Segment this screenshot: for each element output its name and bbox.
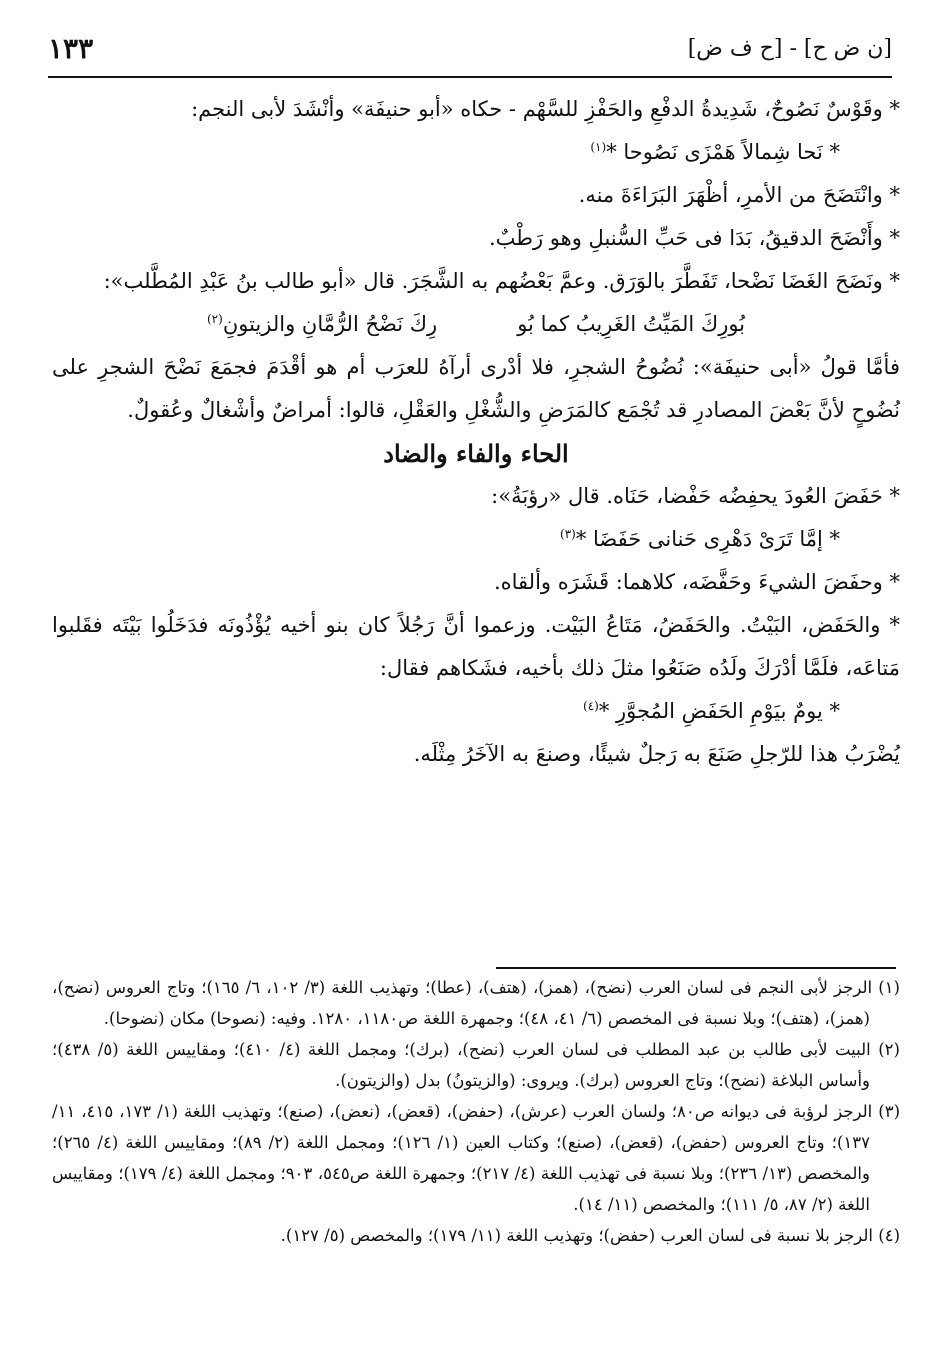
page-header — [48, 32, 892, 76]
poem-line — [52, 303, 900, 346]
verse-text: * إمَّا تَرَىْ دَهْرِى حَنانى حَفَضَا * — [575, 527, 840, 551]
verse-text: * نَحا شِمالاً هَمْزَى نَصُوحا * — [606, 140, 840, 164]
header-rule — [48, 76, 892, 78]
paragraph: * ونَضَحَ الغَضَا نَضْحا، تَفَطَّرَ بالوَرَق. وعمَّ بَعْضُهم به الشَّجَرَ. قال «أبو طالب بنُ عَبْدِ المُطَّلب»: — [103, 269, 900, 293]
paragraph: * وأَنْضَحَ الدقيقُ، بَدَا فى حَبِّ السُّنبلِ وهو رَطْبٌ. — [488, 226, 900, 250]
footnotes — [52, 972, 900, 1251]
poem-second-hemistich: رِكَ نَضْحُ الرُّمَّانِ والزيتونِ — [222, 312, 438, 336]
poem-first-hemistich: بُورِكَ المَيِّتُ الغَرِيبُ كما بُو — [517, 312, 746, 336]
paragraph: * حَفَضَ العُودَ يحفِضُه حَفْضا، حَنَاه. قال «رؤبَةُ»: — [491, 484, 900, 508]
footnote-rule — [496, 967, 896, 969]
verse-line — [52, 131, 900, 174]
paragraph: * وانْتَضَحَ من الأمرِ، أظْهَرَ البَرَاءَةَ منه. — [578, 183, 900, 207]
footnote: (٣) الرجز لرؤبة فى ديوانه ص٨٠؛ ولسان العرب (عرش)، (حفض)، (قعض)، (نعض)، (صنع)؛ وتهذيب اللغة (١/ ١٧٣، ٤١٥، ١١/ ١٣٧)؛ وتاج العروس (حفض)، (قعض)، (صنع)؛ وكتاب العين (١/ ١٢٦)؛ ومجمل اللغة (٢/ ٨٩)؛ ومقاييس اللغة (٤/ ٢٦٥)؛ والمخصص (١٣/ ٢٣٦)؛ وبلا نسبة فى تهذيب اللغة (٤/ ٢١٧)؛ وجمهرة اللغة ص٥٤٥، ٩٠٣؛ ومجمل اللغة (٤/ ١٧٩)؛ ومقاييس اللغة (٢/ ٨٧، ٥/ ١١١)؛ والمخصص (١١/ ١٤). — [52, 1102, 900, 1214]
verse-text: * يومٌ بيَوْمِ الحَفَضِ المُجوَّرِ * — [598, 699, 840, 723]
footnote: (٤) الرجز بلا نسبة فى لسان العرب (حفض)؛ وتهذيب اللغة (١١/ ١٧٩)؛ والمخصص (٥/ ١٢٧). — [280, 1226, 900, 1245]
poem-second-hemistich-wrap — [207, 303, 437, 346]
section-heading: الحاء والفاء والضاد — [383, 439, 569, 468]
verse-line — [52, 518, 900, 561]
paragraph: * والحَفَض، البَيْتُ. والحَفَضُ، مَتَاعُ البَيْت. وزعموا أنَّ رَجُلاً كان بنو أخيه يُؤْذُونَه فدَخَلُوا بَيْتَه فقَلبوا مَتاعَه، فلَمَّا أدْرَكَ ولَدُه صَنَعُوا مثلَ ذلك بأخيه، فشَكاهم فقال: — [52, 613, 900, 680]
paragraph: * وقَوْسٌ نَصُوحٌ، شَدِيدةُ الدفْعِ والحَفْزِ للسَّهْم - حكاه «أبو حنيفَة» وأنْشَدَ لأبى النجم: — [191, 97, 900, 121]
paragraph: يُضْرَبُ هذا للرّجلِ صَنَعَ به رَجلٌ شيئًا، وصنعَ به الآخَرُ مِثْلَه. — [413, 742, 900, 766]
main-text — [52, 88, 900, 776]
page-number: ١٣٣ — [48, 32, 94, 65]
paragraph: فأمَّا قولُ «أبى حنيفَة»: نُضُوحُ الشجرِ، فلا أدْرى أرآهُ للعرَب أم هو أقْدَمَ فجمَعَ نَضْحَ الشجرِ على نُضُوحٍ لأنَّ بَعْضَ المصادرِ قد تُجْمَع كالمَرَضِ والشُّغْلِ والعَقْلِ، قالوا: أمراضٌ وأشْغالٌ وعُقولٌ. — [52, 355, 900, 422]
footnote-ref: (٤) — [583, 699, 599, 713]
running-head: [ن ض ح] - [ح ف ض] — [687, 36, 892, 61]
verse-line — [52, 690, 900, 733]
footnote: (٢) البيت لأبى طالب بن عبد المطلب فى لسان العرب (نضح)، (برك)؛ ومجمل اللغة (٤/ ٤١٠)؛ ومقاييس اللغة (٥/ ٤٣٨)؛ وأساس البلاغة (نضح)؛ وتاج العروس (برك). ويروى: (والزيتونُ) بدل (والزيتون). — [52, 1040, 900, 1090]
footnote-ref: (١) — [590, 140, 607, 154]
footnote-ref: (٢) — [206, 312, 223, 326]
footnote-ref: (٣) — [560, 527, 576, 541]
paragraph: * وحفَضَ الشيءَ وحَفَّضَه، كلاهما: قَشَرَه وألقاه. — [493, 570, 900, 594]
footnote: (١) الرجز لأبى النجم فى لسان العرب (نضح)، (همز)، (هتف)، (عطا)؛ وتهذيب اللغة (٣/ ١٠٢، ٦/ ١٦٥)؛ وتاج العروس (نضح)، (همز)، (هتف)؛ وبلا نسبة فى المخصص (٦/ ٤١، ٤٨)؛ وجمهرة اللغة ص١١٨٠، ١٢٨٠. وفيه: (نصوحا) مكان (نضوحا). — [52, 978, 900, 1028]
